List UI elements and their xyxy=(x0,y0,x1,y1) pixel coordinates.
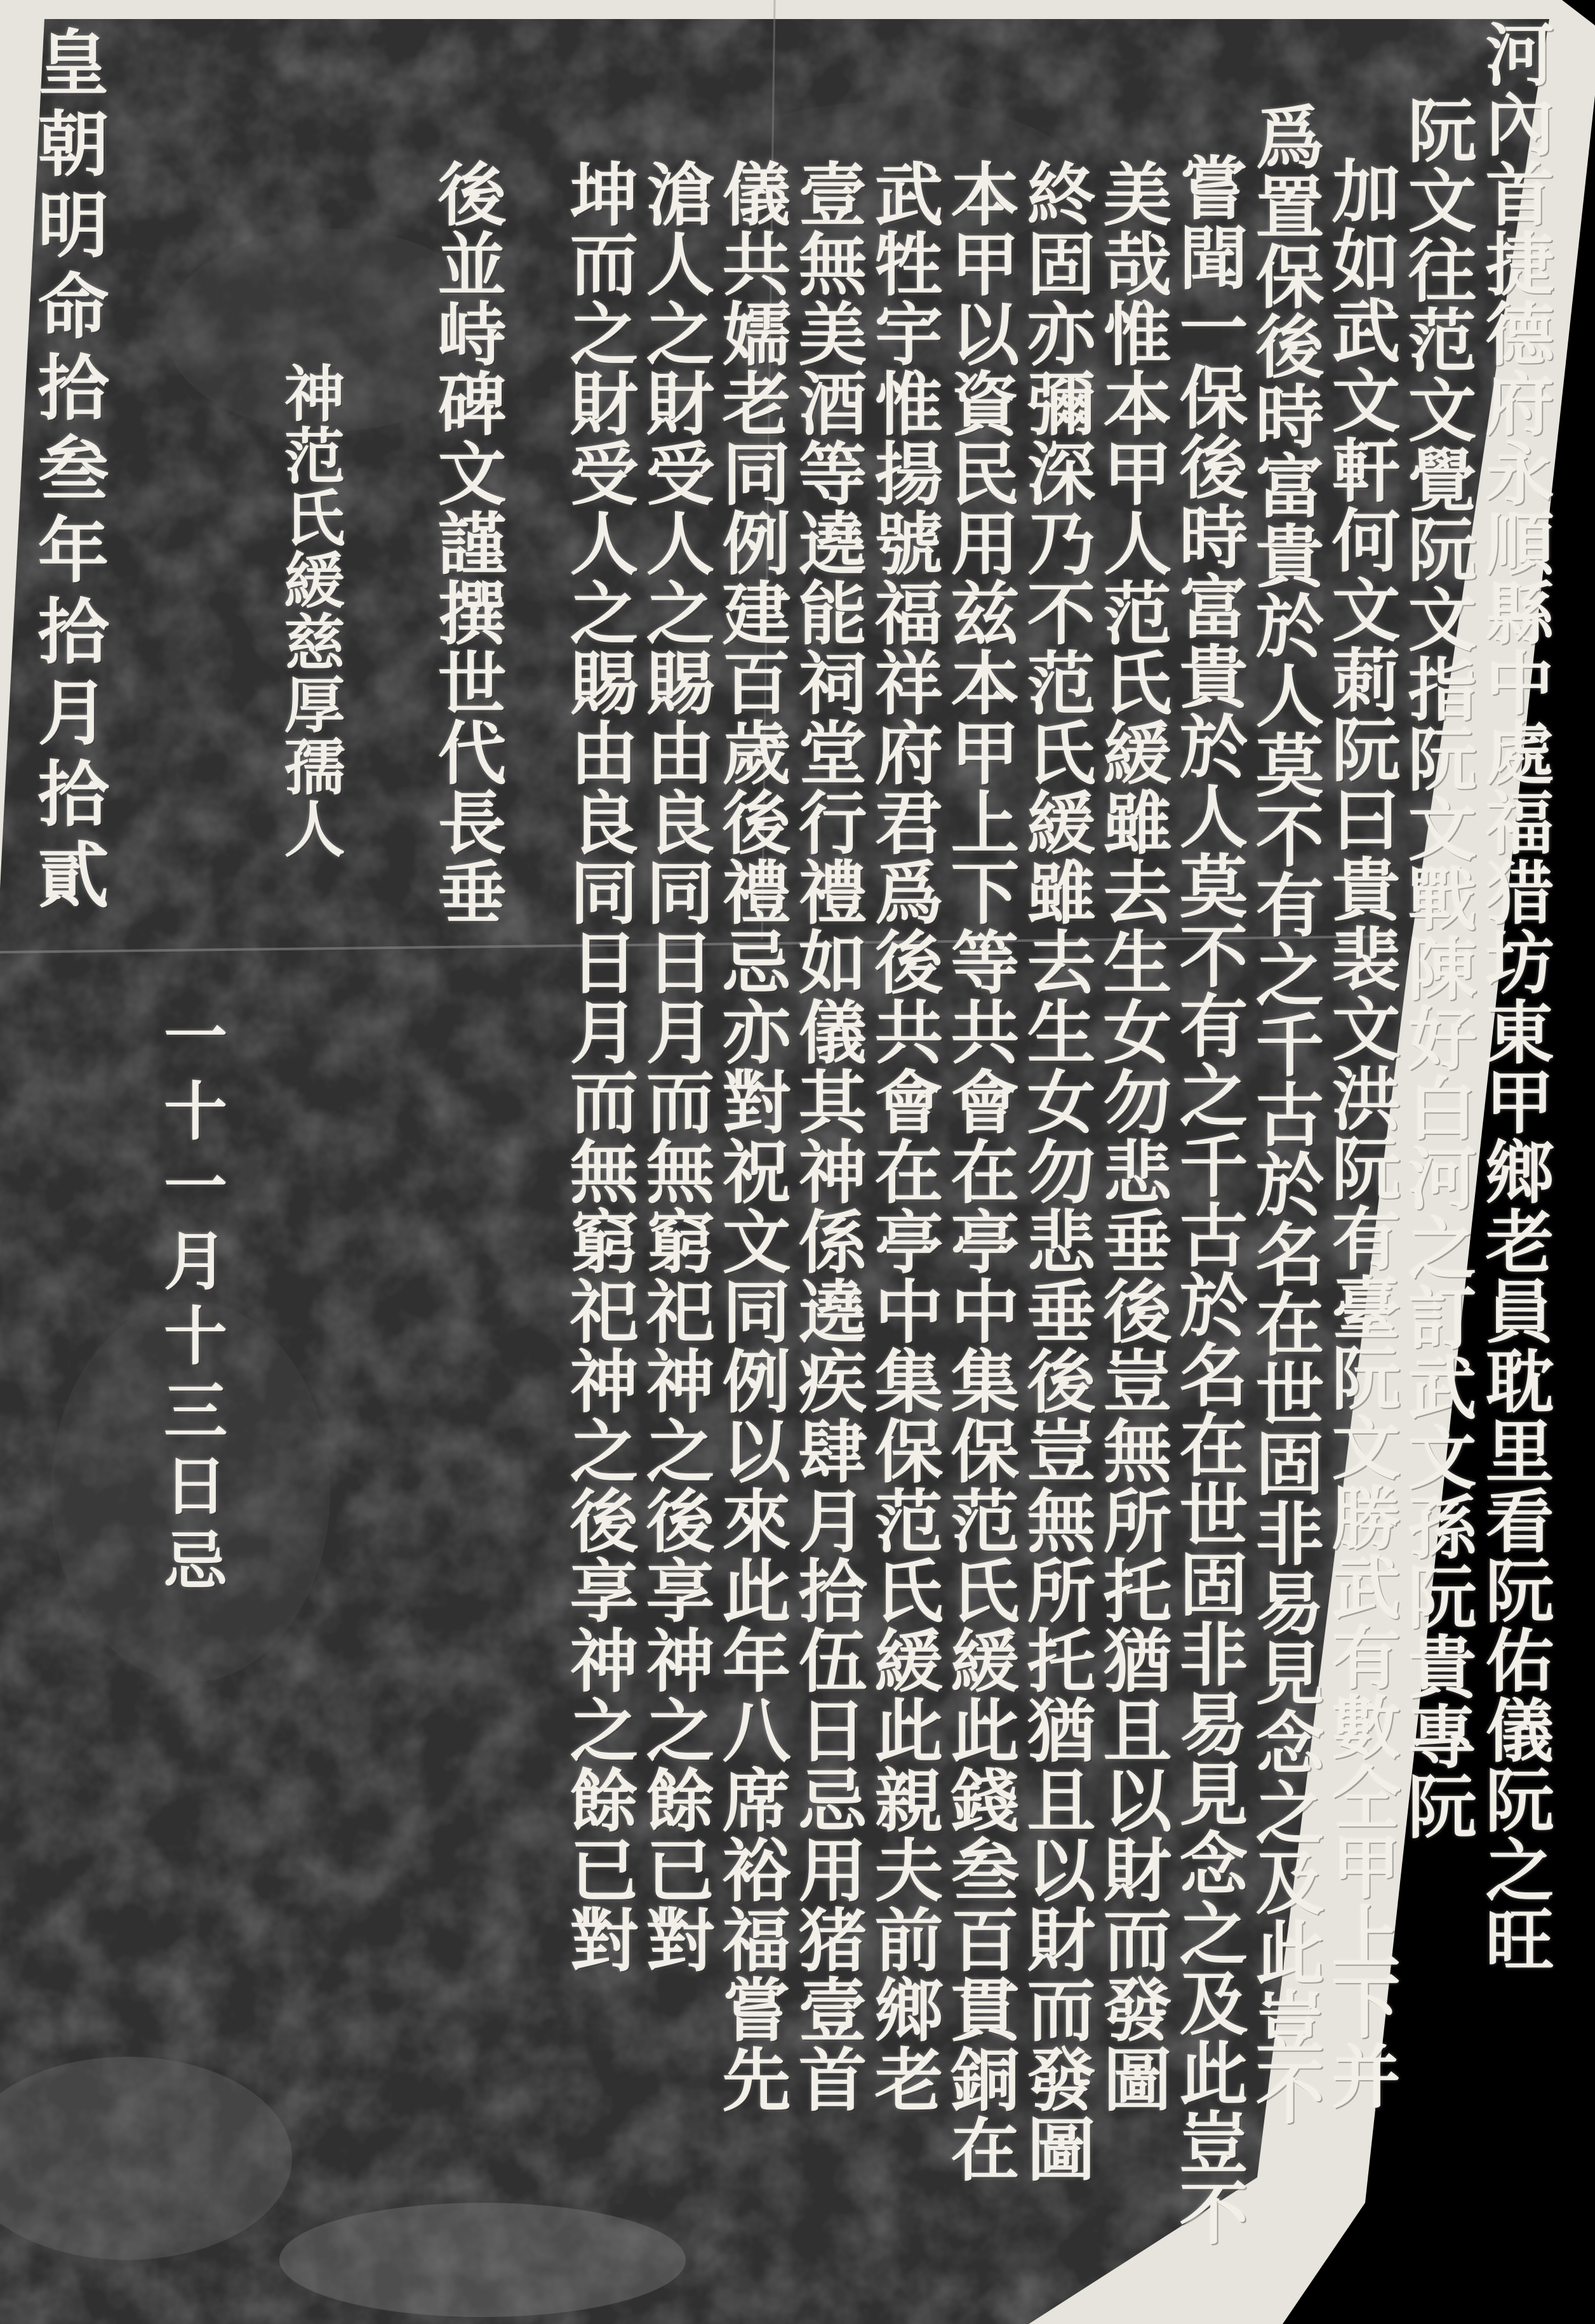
closing-column: 神范氏緩慈厚孺人 xyxy=(274,362,346,860)
inscription-column: 滄人之財受人之賜由良同日月而無窮祀神之後享神之餘已對 xyxy=(634,159,714,1974)
date-line: 皇朝明命拾叁年拾月拾貳 xyxy=(26,25,109,919)
inscription-column: 美哉惟本甲人范氏緩雖去生女勿悲垂後豈無所托猶且以財而發圖 xyxy=(1091,159,1171,2114)
inscription-column: 壹無美酒等遶能祠堂行禮如儀其神係遶疾肆月拾伍日忌用猪壹首 xyxy=(787,159,867,2114)
inscription-column: 終固亦彌深乃不范氏緩雖去生女勿悲垂後豈無所托猶且以財而發圖 xyxy=(1015,159,1095,2184)
inscription-column: 武牲宇惟揚號福祥府君爲後共會在亭中集保范氏緩此親夫前鄉老 xyxy=(863,159,943,2114)
inscription-column: 加如武文軒何文莿阮曰貴裴文洪阮有臺阮文勝武有數仝甲上下并 xyxy=(1320,156,1400,2111)
closing-column: 一十一月十三日忌 xyxy=(153,1003,228,1602)
inscription-column: 河內首捷德府永順縣中處福猎坊東甲鄉老員耽里看阮佑儀阮之旺 xyxy=(1474,19,1554,1974)
inscription-column: 阮文往范文覺阮文指阮文戰陳好白河之訂武文孫阮貴專阮 xyxy=(1396,95,1476,1841)
inscription-column: 後並峙碑文謹撰世代長垂 xyxy=(426,159,506,927)
inscription-column: 爲置保後時富貴於人莫不有之千古於名在世固非易見念之及此豈不 xyxy=(1244,102,1324,2127)
inscription-column: 儀共嬬老同例建百歲後禮忌亦對祝文同例以來此年八席裕福嘗先 xyxy=(711,159,791,2114)
inscription-column: 坤而之財受人之賜由良同日月而無窮祀神之後享神之餘已對 xyxy=(558,159,638,1974)
inscription-column: 嘗聞一保後時富貴於人莫不有之千古於名在世固非易見念之及此豈不 xyxy=(1168,152,1248,2247)
inscription-column: 本甲以資民用兹本甲上下等共會在亭中集保范氏緩此錢叁百貫銅在 xyxy=(939,159,1019,2184)
